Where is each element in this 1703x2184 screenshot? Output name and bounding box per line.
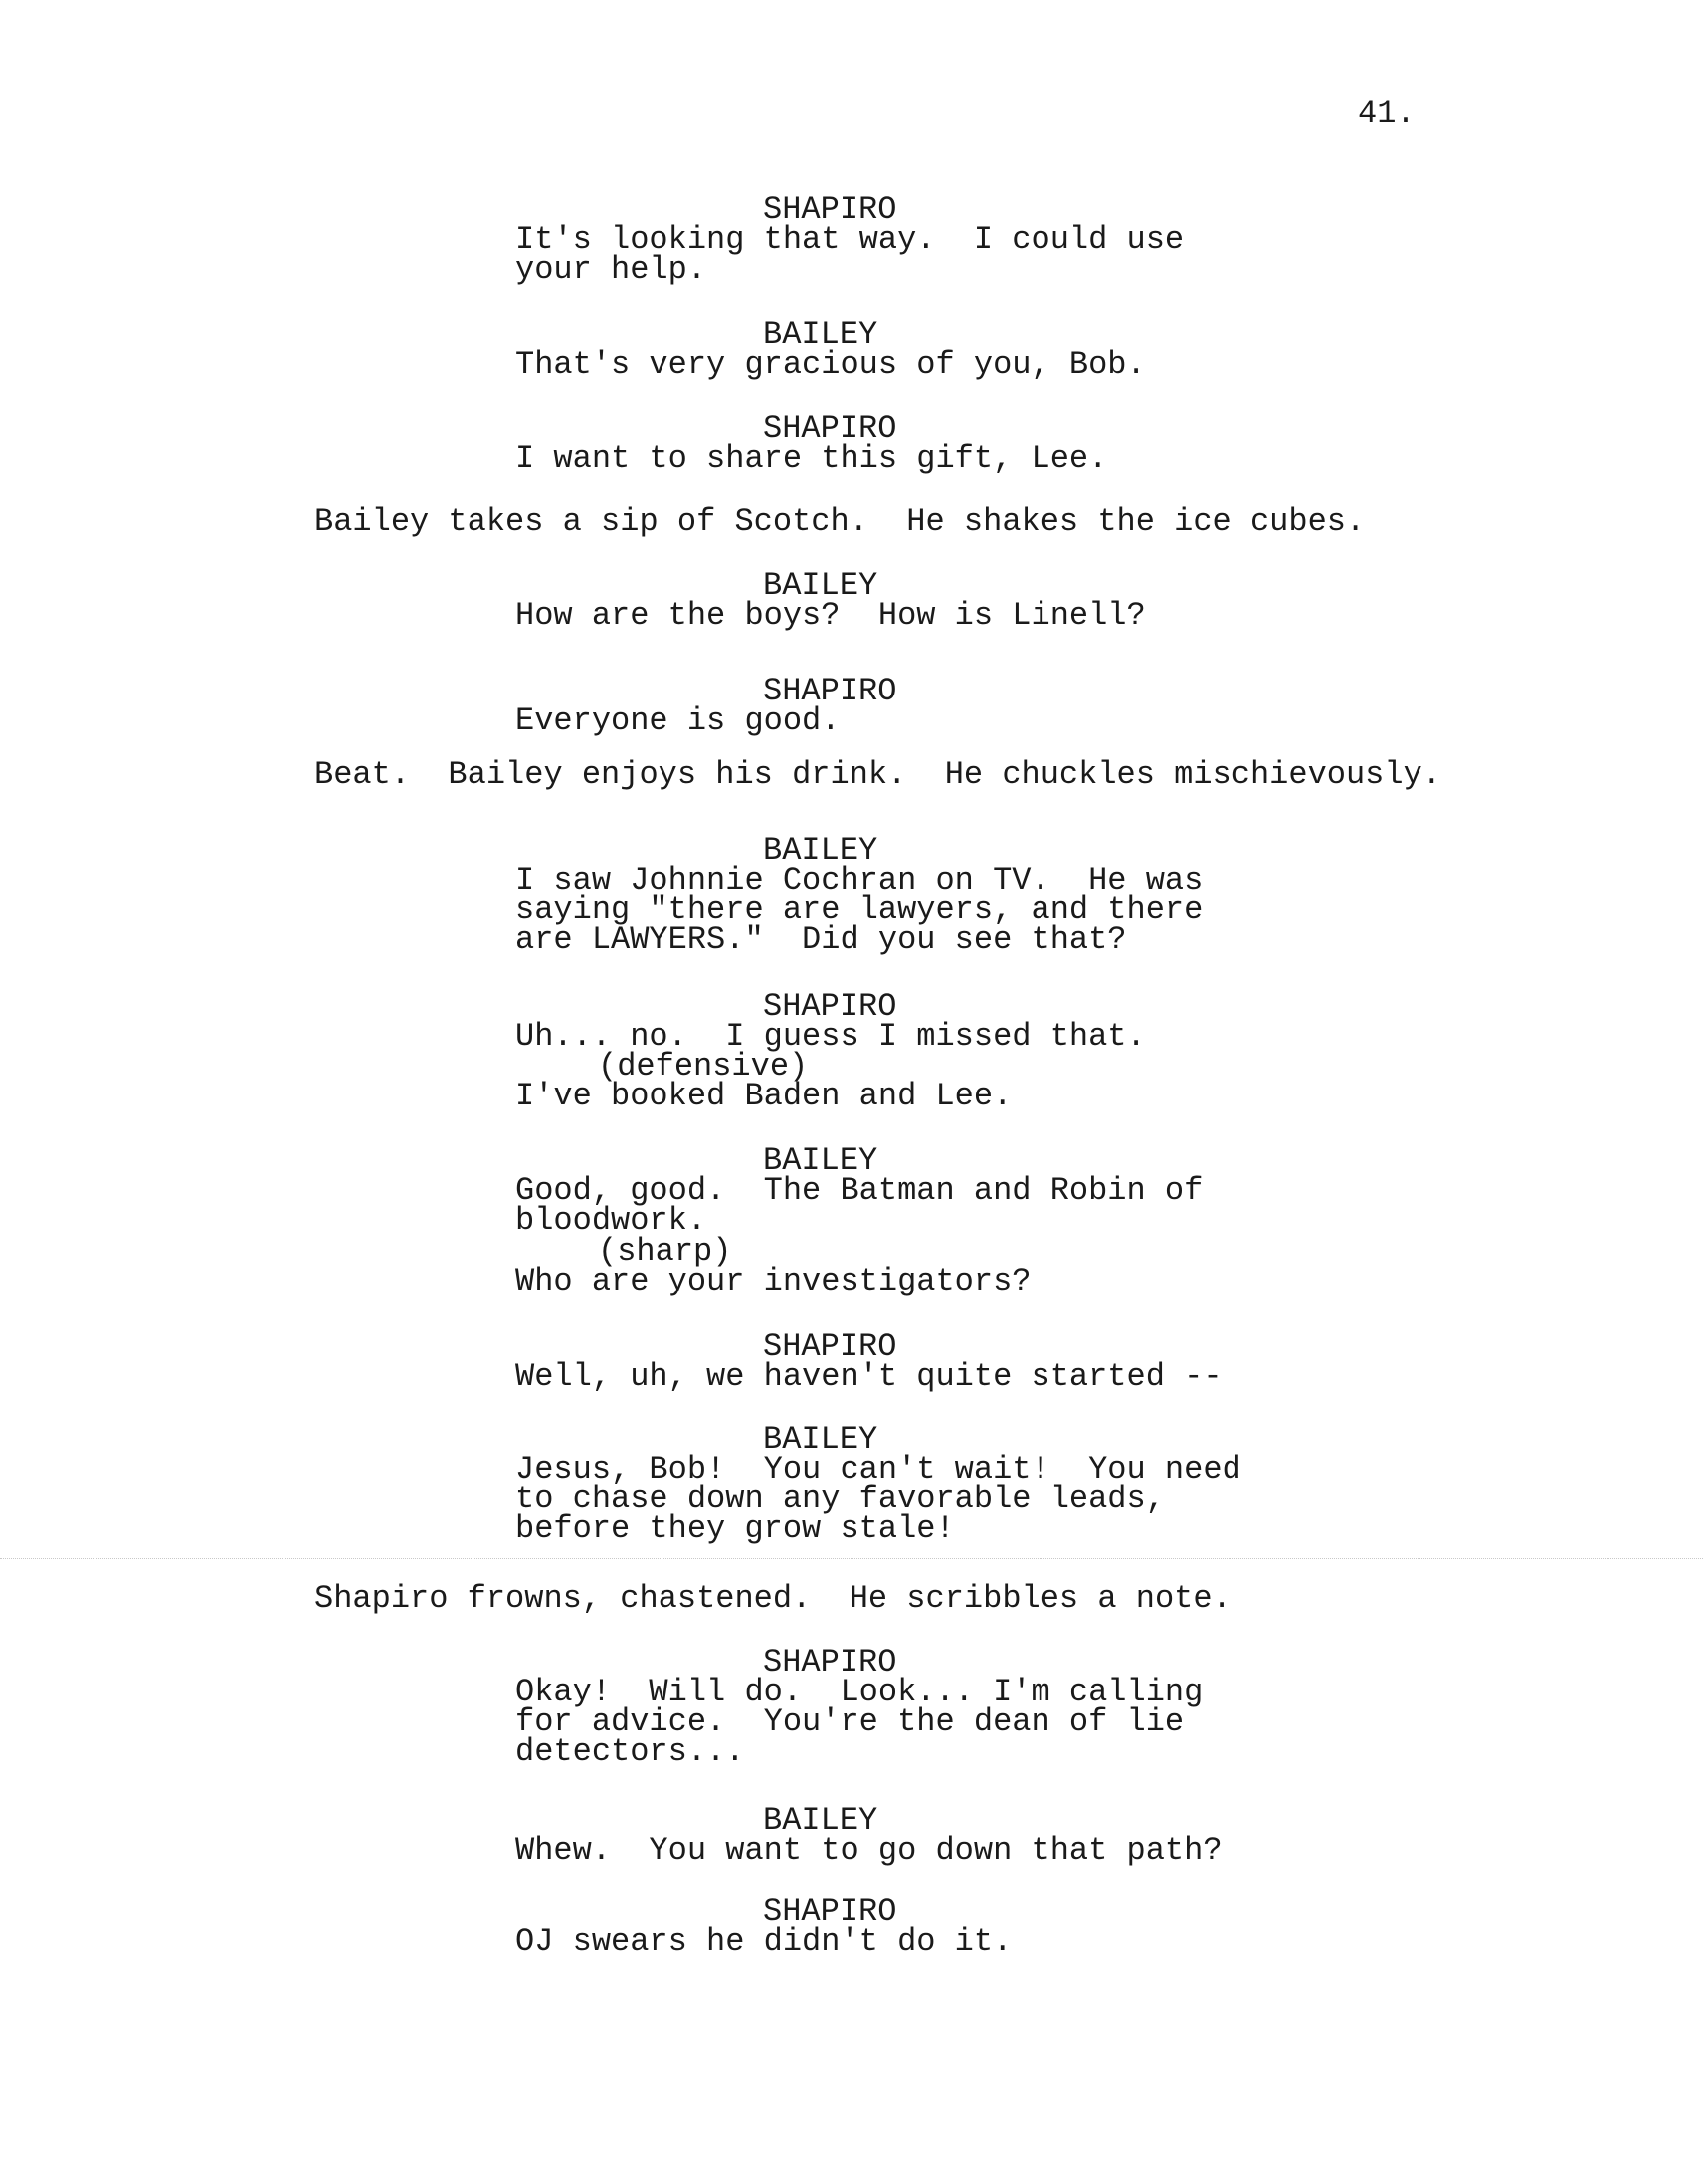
character-cue: SHAPIRO: [763, 1328, 897, 1365]
text-line: Beat. Bailey enjoys his drink. He chuckles mischievously.: [314, 756, 1441, 793]
action-line: [314, 503, 1366, 540]
text-line: to chase down any favorable leads,: [515, 1481, 1165, 1517]
character-cue: BAILEY: [763, 832, 878, 869]
dialogue-block: [515, 1358, 1223, 1395]
character-cue: SHAPIRO: [763, 1644, 897, 1681]
text-line: How are the boys? How is Linell?: [515, 597, 1146, 634]
character-cue: SHAPIRO: [763, 410, 897, 447]
text-line: Shapiro frowns, chastened. He scribbles a note.: [314, 1580, 1231, 1617]
text-line: I saw Johnnie Cochran on TV. He was: [515, 862, 1204, 898]
text-line: saying "there are lawyers, and there: [515, 892, 1204, 928]
text-line: bloodwork.: [515, 1202, 707, 1239]
dialogue-block: [515, 1263, 1032, 1299]
text-line: That's very gracious of you, Bob.: [515, 346, 1146, 383]
text-line: OJ swears he didn't do it.: [515, 1923, 1013, 1960]
action-line: [314, 756, 1441, 793]
dialogue-block: [515, 1078, 1013, 1114]
page-number: 41.: [1358, 96, 1416, 132]
text-line: for advice. You're the dean of lie: [515, 1703, 1185, 1740]
character-cue: BAILEY: [763, 1802, 878, 1839]
text-line: before they grow stale!: [515, 1510, 955, 1547]
character-cue: BAILEY: [763, 567, 878, 604]
dialogue-block: [515, 1832, 1223, 1869]
text-line: Bailey takes a sip of Scotch. He shakes the ice cubes.: [314, 503, 1366, 540]
character-cue: SHAPIRO: [763, 988, 897, 1025]
character-cue: SHAPIRO: [763, 673, 897, 709]
dialogue-block: [515, 346, 1146, 383]
dialogue-block: [515, 1451, 1241, 1547]
dialogue-block: [515, 440, 1108, 477]
text-line: Whew. You want to go down that path?: [515, 1832, 1223, 1869]
text-line: Who are your investigators?: [515, 1263, 1032, 1299]
text-line: Everyone is good.: [515, 702, 841, 739]
character-cue: BAILEY: [763, 316, 878, 353]
text-line: Uh... no. I guess I missed that.: [515, 1018, 1146, 1055]
text-line: Good, good. The Batman and Robin of: [515, 1172, 1204, 1209]
dialogue-block: [515, 862, 1204, 958]
text-line: Okay! Will do. Look... I'm calling: [515, 1674, 1204, 1710]
dialogue-block: [515, 1923, 1013, 1960]
text-line: It's looking that way. I could use: [515, 221, 1185, 258]
action-line: [314, 1580, 1231, 1617]
dialogue-block: [515, 702, 841, 739]
text-line: Well, uh, we haven't quite started --: [515, 1358, 1223, 1395]
text-line: your help.: [515, 251, 707, 288]
parenthetical: (sharp): [598, 1233, 732, 1270]
character-cue: BAILEY: [763, 1142, 878, 1179]
character-cue: SHAPIRO: [763, 1893, 897, 1930]
parenthetical: (defensive): [598, 1048, 809, 1085]
text-line: are LAWYERS." Did you see that?: [515, 921, 1127, 958]
text-line: I want to share this gift, Lee.: [515, 440, 1108, 477]
scan-divider: [0, 1558, 1703, 1559]
text-line: detectors...: [515, 1733, 745, 1770]
text-line: I've booked Baden and Lee.: [515, 1078, 1013, 1114]
character-cue: BAILEY: [763, 1421, 878, 1458]
text-line: Jesus, Bob! You can't wait! You need: [515, 1451, 1241, 1488]
dialogue-block: [515, 597, 1146, 634]
dialogue-block: [515, 1674, 1204, 1770]
dialogue-block: [515, 221, 1185, 288]
dialogue-block: [515, 1172, 1204, 1239]
character-cue: SHAPIRO: [763, 191, 897, 228]
